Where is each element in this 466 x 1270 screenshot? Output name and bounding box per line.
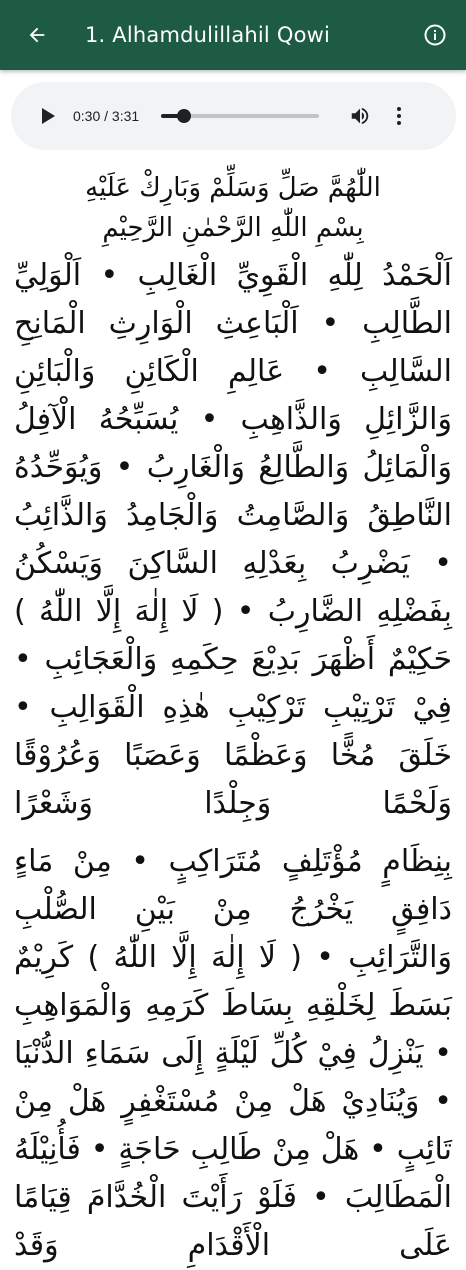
app-bar (0, 0, 466, 70)
page-title: 1. Alhamdulillahil Qowi (85, 23, 331, 47)
text-content (0, 160, 466, 1263)
seek-bar-thumb[interactable] (177, 109, 191, 123)
volume-button[interactable] (347, 103, 373, 129)
seek-bar[interactable] (161, 114, 319, 118)
arrow-back-icon (26, 24, 48, 46)
info-icon (423, 23, 447, 47)
playback-time: 0:30 / 3:31 (73, 108, 140, 124)
prayer-paragraph: اَلْحَمْدُ لِلّٰهِ الْقَوِيِّ الْغَالِبِ • اَلْوَلِيِّ الطَّالِبِ • اَلْبَاعِثِ الْوَارِثِ الْمَانِحِ السَّالِبِ • عَالِمِ الْكَائِنِ وَالْبَائِنِ وَالزَّائِلِ وَالذَّاهِبِ • يُسَبِّحُهُ الْآفِلُ وَالْمَائِلُ وَالطَّالِعُ وَالْغَارِبُ • وَيُوَحِّدُهُ النَّاطِقُ وَالصَّامِتُ وَالْجَامِدُ وَالذَّائِبُ • يَضْرِبُ بِعَدْلِهِ السَّاكِنَ وَيَسْكُنُ بِفَضْلِهِ الضَّارِبُ • ( لَا إِلٰهَ إِلَّا اللّٰهُ ) حَكِيْمٌ أَظْهَرَ بَدِيْعَ حِكَمِهِ وَالْعَجَائِبِ • فِيْ تَرْتِيْبِ تَرْكِيْبِ هٰذِهِ الْقَوَالِبِ • خَلَقَ مُخًّا وَعَظْمًا وَعَصَبًا وَعُرُوْقًا وَلَحْمًا وَجِلْدًا وَشَعْرًا (14, 258, 452, 821)
play-button[interactable] (33, 101, 63, 131)
audio-player (11, 82, 456, 150)
play-icon (41, 108, 55, 124)
salawat-heading: اللّٰهُمَّ صَلِّ وَسَلِّمْ وَبَارِكْ عَلَيْهِ (85, 173, 381, 203)
more-options-button[interactable] (389, 103, 409, 129)
prayer-paragraph: بِنِظَامٍ مُؤْتَلِفٍ مُتَرَاكِبٍ • مِنْ مَاءٍ دَافِقٍ يَخْرُجُ مِنْ بَيْنِ الصُّلْبِ وَالتَّرَائِبِ • ( لَا إِلٰهَ إِلَّا اللّٰهُ ) كَرِيْمٌ بَسَطَ لِخَلْقِهِ بِسَاطَ كَرَمِهِ وَالْمَوَاهِبِ • يَنْزِلُ فِيْ كُلِّ لَيْلَةٍ إِلَى سَمَاءِ الدُّنْيَا • وَيُنَادِيْ هَلْ مِنْ مُسْتَغْفِرٍ هَلْ مِنْ تَائِبٍ • هَلْ مِنْ طَالِبِ حَاجَةٍ • فَأُنِيْلَهُ الْمَطَالِبَ • فَلَوْ رَأَيْتَ الْخُدَّامَ قِيَامًا عَلَى الْأَقْدَامِ وَقَدْ (14, 844, 452, 1263)
info-button[interactable] (413, 13, 457, 57)
prayer-text (0, 248, 466, 1270)
back-button[interactable] (15, 13, 59, 57)
volume-icon (349, 105, 371, 127)
basmala-heading: بِسْمِ اللّٰهِ الرَّحْمٰنِ الرَّحِيْمِ (102, 213, 364, 243)
more-vert-icon (396, 106, 402, 126)
